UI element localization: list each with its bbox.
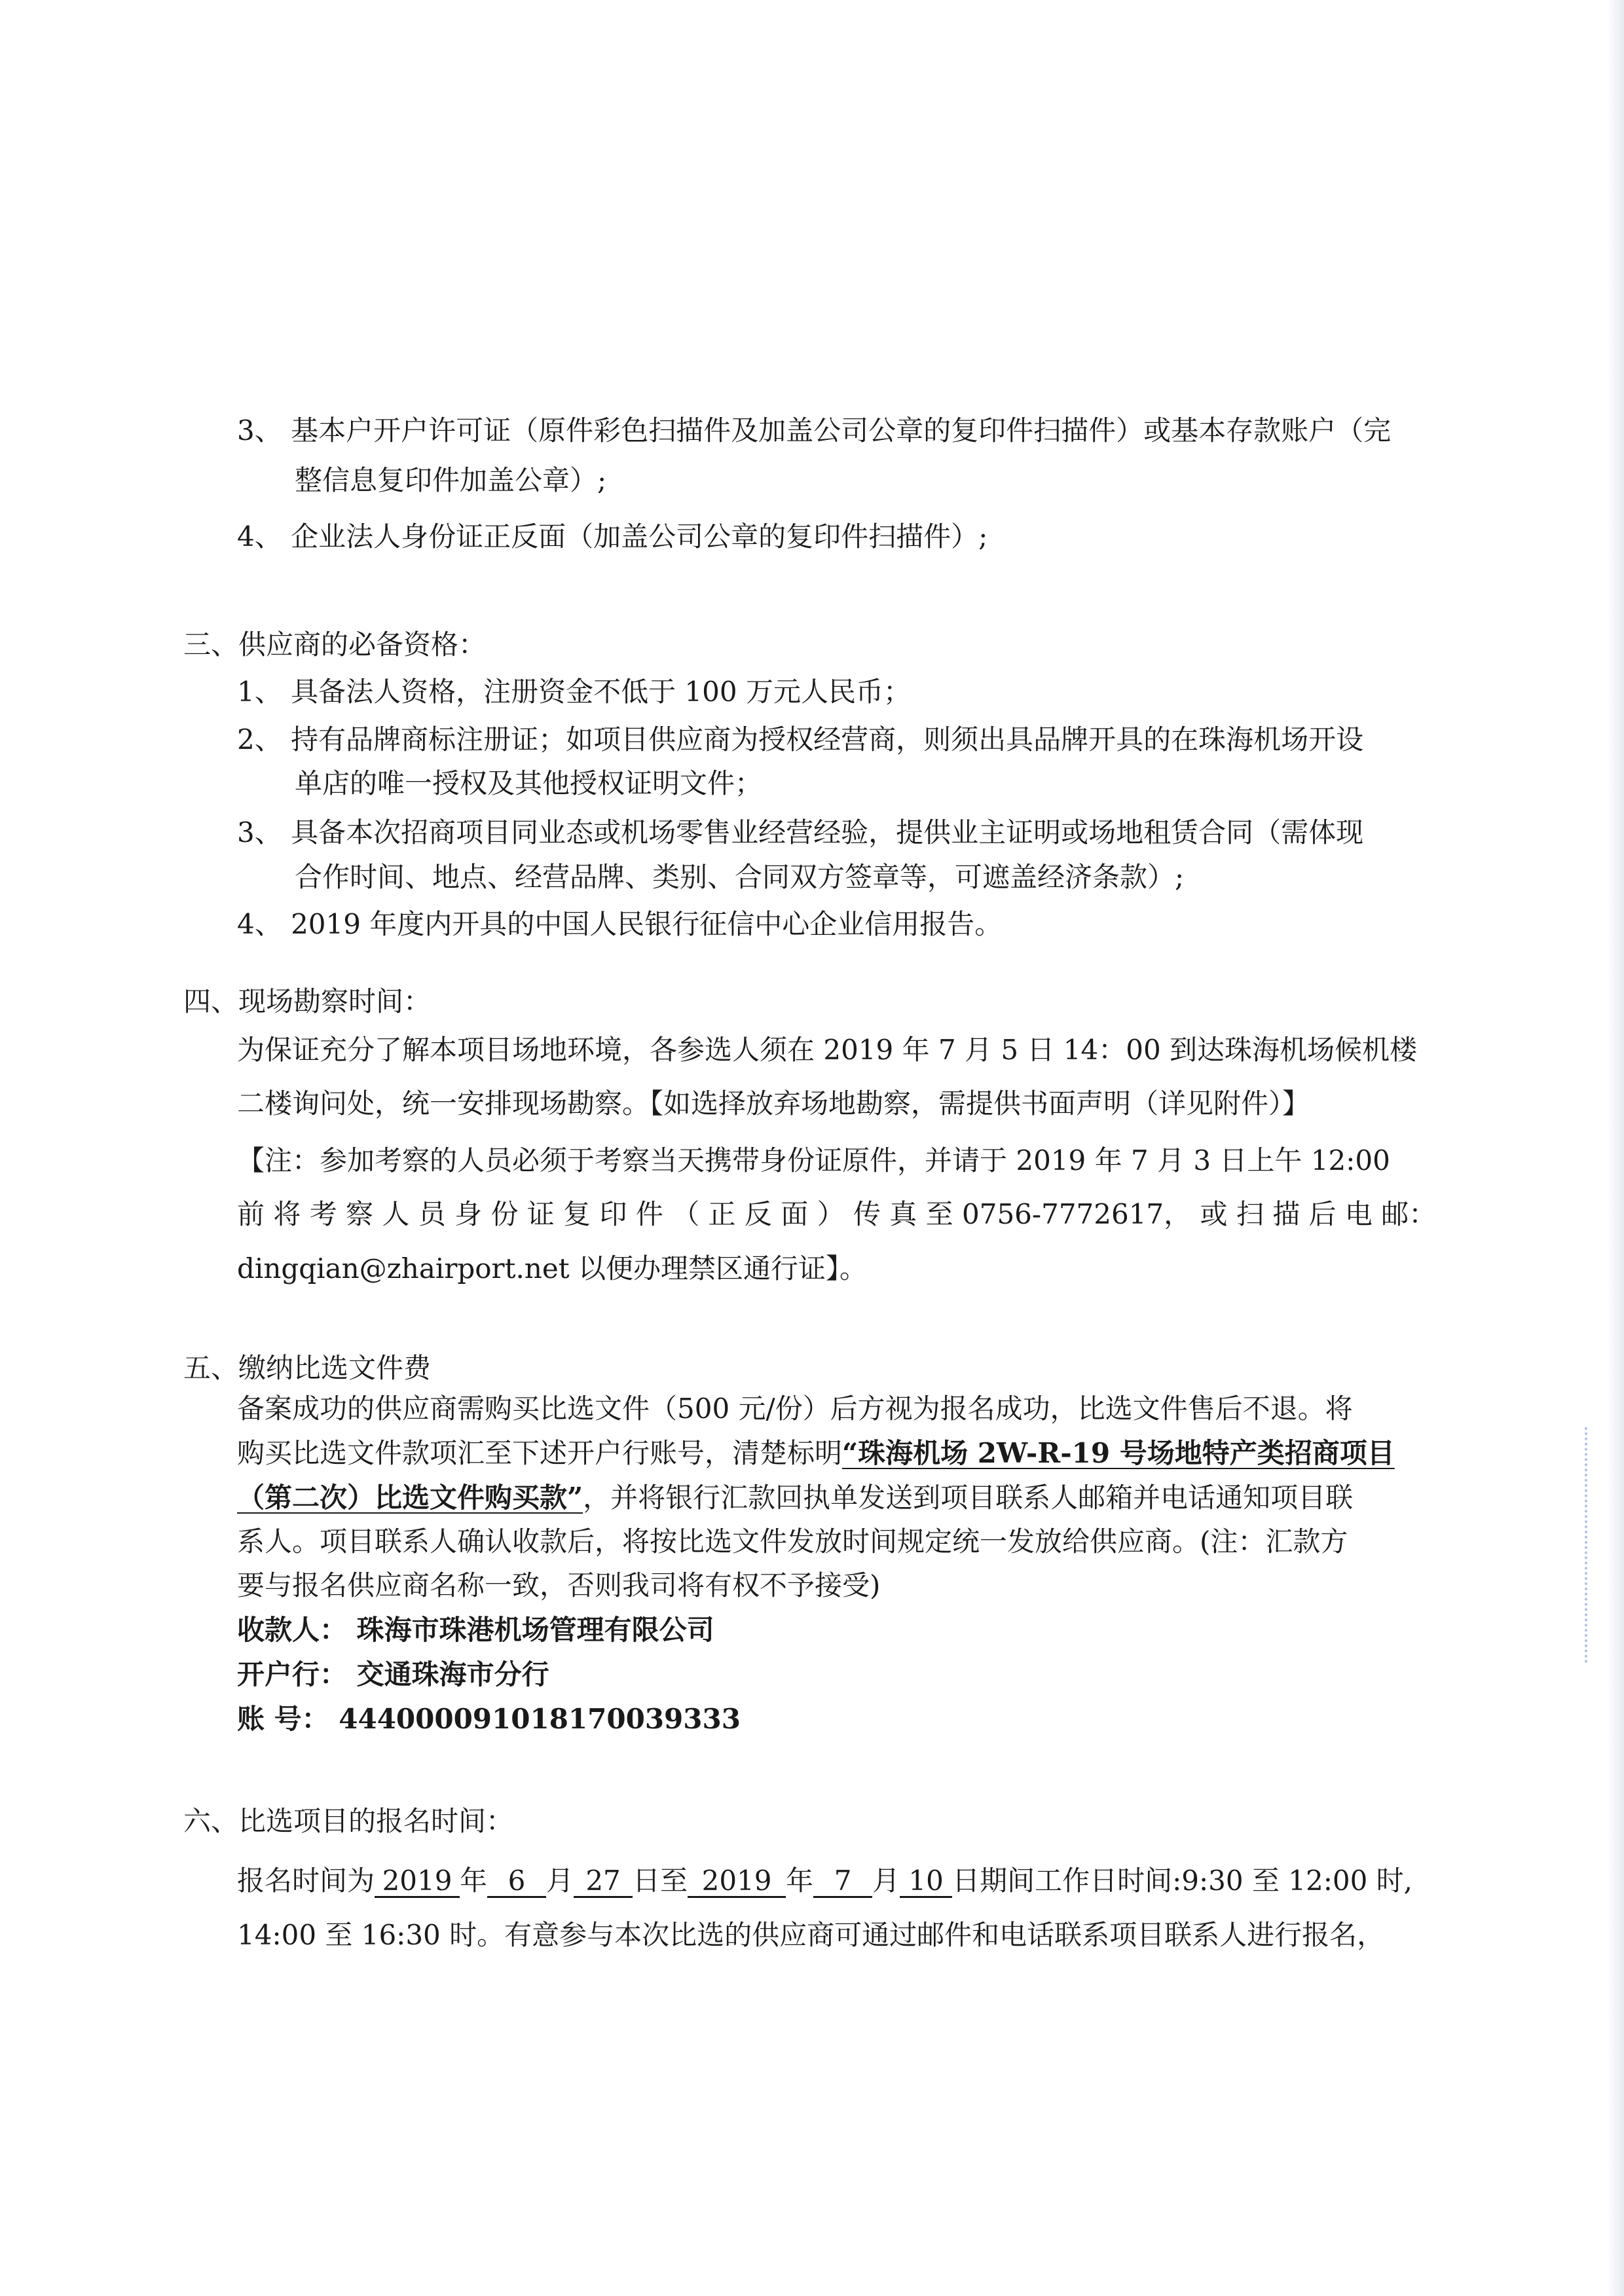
end-month: 7 xyxy=(813,1866,872,1898)
fee-para-line-1: 备案成功的供应商需购买比选文件（500 元/份）后方视为报名成功，比选文件售后不退。将 xyxy=(237,1393,1353,1425)
item-3-line-1: 3、 基本户开户许可证（原件彩色扫描件及加盖公司公章的复印件扫描件）或基本存款账户（完 xyxy=(237,414,1392,446)
survey-note-line-3: dingqian@zhairport.net 以便办理禁区通行证】。 xyxy=(237,1252,868,1285)
end-year: 2019 xyxy=(688,1866,786,1898)
registration-para-line-2: 14:00 至 16:30 时。有意参与本次比选的供应商可通过邮件和电话联系项目联系人进行报名， xyxy=(237,1919,1385,1951)
qualification-2-line-1: 2、 持有品牌商标注册证；如项目供应商为授权经营商，则须出具品牌开具的在珠海机场开设 xyxy=(237,723,1364,756)
item-4: 4、 企业法人身份证正反面（加盖公司公章的复印件扫描件）; xyxy=(237,520,988,553)
registration-text: 月 xyxy=(872,1865,900,1897)
registration-para-line-1 xyxy=(237,1861,1412,1901)
fee-para-line-4: 系人。项目联系人确认收款后，将按比选文件发放时间规定统一发放给供应商。(注：汇款方 xyxy=(237,1525,1348,1558)
registration-text: 年 xyxy=(460,1865,488,1897)
fee-para-text: ，并将银行汇款回执单发送到项目联系人邮箱并电话通知项目联 xyxy=(583,1482,1354,1514)
qualification-3-line-2: 合作时间、地点、经营品牌、类别、合同双方签章等，可遮盖经济条款）; xyxy=(295,861,1185,893)
payment-reference-part-1: “珠海机场 2W-R-19 号场地特产类招商项目 xyxy=(842,1437,1395,1469)
registration-text: 日期间工作日时间:9:30 至 12:00 时, xyxy=(952,1865,1412,1897)
fee-para-text: 购买比选文件款项汇至下述开户行账号，清楚标明 xyxy=(237,1437,843,1469)
section-6-heading: 六、比选项目的报名时间： xyxy=(183,1805,514,1837)
start-day: 27 xyxy=(574,1866,633,1898)
section-5-heading: 五、缴纳比选文件费 xyxy=(183,1352,432,1384)
fee-para-line-5: 要与报名供应商名称一致，否则我司将有权不予接受) xyxy=(237,1569,881,1601)
account-number: 账 号： 444000091018170039333 xyxy=(237,1703,741,1735)
survey-para-line-2: 二楼询问处，统一安排现场勘察。【如选择放弃场地勘察，需提供书面声明（详见附件）】 xyxy=(237,1087,1310,1120)
survey-note-line-2: 前 将 考 察 人 员 身 份 证 复 印 件 （ 正 反 面 ） 传 真 至 0756-7772617， 或 扫 描 后 电 邮： xyxy=(237,1198,1437,1230)
qualification-3-line-1: 3、 具备本次招商项目同业态或机场零售业经营经验，提供业主证明或场地租赁合同（需体现 xyxy=(237,816,1364,848)
payee: 收款人： 珠海市珠港机场管理有限公司 xyxy=(237,1614,714,1646)
registration-text: 日至 xyxy=(633,1865,688,1897)
qualification-1: 1、 具备法人资格，注册资金不低于 100 万元人民币； xyxy=(237,676,911,708)
section-3-heading: 三、供应商的必备资格： xyxy=(183,629,487,661)
qualification-2-line-2: 单店的唯一授权及其他授权证明文件； xyxy=(295,767,763,799)
fee-para-line-2 xyxy=(237,1434,1395,1473)
survey-para-line-1: 为保证充分了解本项目场地环境，各参选人须在 2019 年 7 月 5 日 14：00 到达珠海机场候机楼 xyxy=(237,1034,1418,1066)
survey-note-line-1: 【注：参加考察的人员必须于考察当天携带身份证原件，并请于 2019 年 7 月 3 日上午 12:00 xyxy=(237,1144,1390,1176)
start-month: 6 xyxy=(487,1866,546,1898)
start-year: 2019 xyxy=(375,1866,460,1898)
payment-reference-part-2: （第二次）比选文件购买款” xyxy=(237,1482,583,1514)
scan-edge-shadow xyxy=(1608,0,1624,2296)
registration-text: 年 xyxy=(786,1865,814,1897)
seal-edge-mark xyxy=(1585,1427,1614,1663)
registration-text: 月 xyxy=(546,1865,574,1897)
qualification-4: 4、 2019 年度内开具的中国人民银行征信中心企业信用报告。 xyxy=(237,908,1003,940)
end-day: 10 xyxy=(900,1866,952,1898)
registration-text: 报名时间为 xyxy=(237,1865,375,1897)
bank-branch: 开户行： 交通珠海市分行 xyxy=(237,1658,549,1690)
fee-para-line-3 xyxy=(237,1478,1353,1518)
item-3-line-2: 整信息复印件加盖公章）; xyxy=(295,464,607,496)
section-4-heading: 四、现场勘察时间： xyxy=(183,985,432,1017)
